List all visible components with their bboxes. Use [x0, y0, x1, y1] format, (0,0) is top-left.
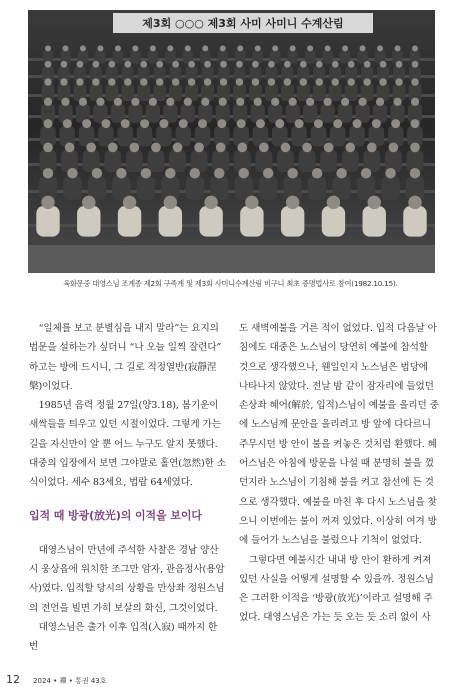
right-column [239, 319, 439, 628]
paragraph: 그렇다면 예불시간 내내 방 안이 환하게 켜져 있던 사실을 어떻게 설명할 수 있을까. 정원스님은 그러한 이적을 ‘방광(放光)’이라고 설명해 주었다. 대영스님은 가는 듯 오는 듯 소리 없이 사 [239, 554, 434, 624]
paragraph: 도 새벽예불을 거른 적이 없었다. 입적 다음날 아침에도 대중은 노스님이 당연히 예불에 참석할 것으로 생각했으나, 웬일인지 노스님은 법당에 나타나지 않았다. 전날 밤 같이 잠자리에 들었던 손상좌 혜어(解於, 입적)스님이 예불을 올리던 중에 노스님께 문안을 올리려고 방 앞에 다다르니 주무시던 방 안이 불을 켜놓은 것처럼 환했다. 혜어스님은 아침에 방문을 나설 때 분명히 불을 껐던지라 노스님이 기침해 불을 켜고 참선에 든 것으로 생각했다. 예불을 마친 후 다시 노스님을 찾으니 이번에는 불이 꺼져 있었다. 이상히 여겨 방에 들어가 노스님을 불렀으나 기척이 없었다. [239, 323, 439, 547]
page-footer [6, 668, 107, 687]
page-number: 12 [6, 673, 20, 686]
photo-caption: 육화문중 대영스님 조계종 제2회 구족계 및 제3회 사미니수계산림 비구니 최초 증명법사로 참여(1982.10.15). [63, 279, 398, 288]
section-heading: 입적 때 방광(放光)의 이적을 보이다 [29, 508, 202, 522]
issue-label: 2024 • 禪 • 통권 43호 [33, 677, 107, 685]
group-photo-image [28, 10, 435, 273]
banner-text: 제3회 ○○○ 제3회 사미 사미니 수계산림 [142, 17, 344, 30]
paragraph: “일체를 보고 분별심을 내지 말라”는 요지의 법문을 설하는가 싶더니 “나 오늘 일찍 잘련다” 하고는 방에 드시니, 그 길로 적정열반(寂靜涅槃)이었다. [29, 323, 222, 392]
paragraph: 1985년 음력 정월 27일(양3.18), 봄기운이 새싹들을 틔우고 있던 시절이었다. 그렇게 가는 길을 자신만이 알 뿐 어느 누구도 알지 못했다. 대중의 입장에서 보면 그야말로 홀연(忽然)한 소식이었다. 세수 83세요, 법랍 64세였다. [29, 400, 226, 489]
left-column [29, 319, 226, 656]
paragraph: 대영스님은 출가 이후 입적(入寂) 때까지 한 번 [29, 621, 218, 653]
paragraph: 대영스님이 만년에 주석한 사찰은 경남 양산시 웅상읍에 위치한 조그만 암자, 관음정사(용암사)였다. 입적할 당시의 상황을 만상좌 정원스님의 전언을 빌면 가히 보살의 화신, 그것이었다. [29, 544, 225, 614]
group-photo [28, 10, 435, 273]
